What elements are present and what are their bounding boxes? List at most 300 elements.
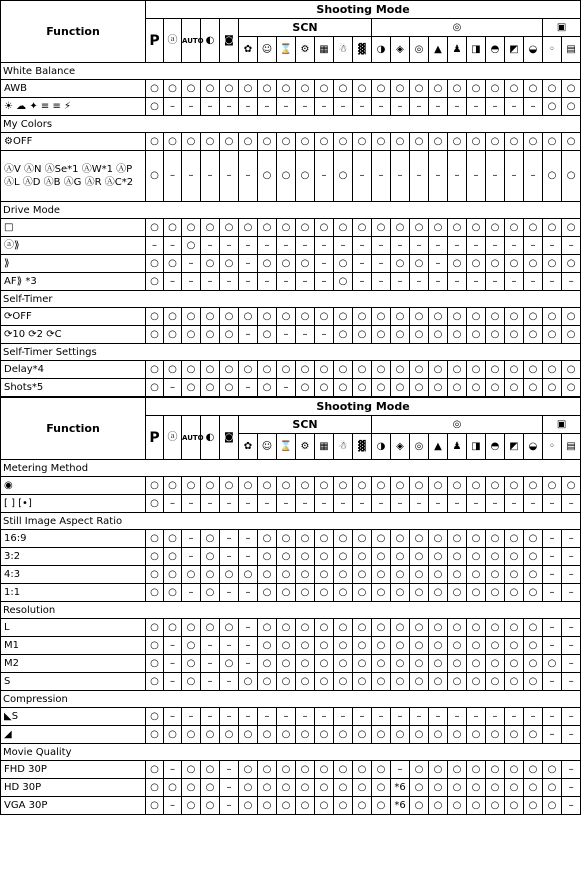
table-cell: ○: [467, 619, 486, 637]
table-cell: ○: [429, 566, 448, 584]
row-label: ⟫: [1, 255, 146, 273]
table-cell: *6: [391, 779, 410, 797]
table-cell: ○: [315, 637, 334, 655]
table-cell: ○: [391, 477, 410, 495]
table-cell: ○: [239, 477, 258, 495]
scene-icon: ▲: [429, 434, 448, 460]
row-label: 1:1: [1, 584, 146, 602]
table-cell: –: [239, 98, 258, 116]
table-cell: ○: [391, 584, 410, 602]
table-cell: ○: [448, 637, 467, 655]
table-cell: ○: [505, 655, 524, 673]
scene-icon: ◩: [505, 37, 524, 63]
section-title: Metering Method: [1, 460, 581, 477]
table-cell: –: [543, 495, 562, 513]
section-title: Movie Quality: [1, 744, 581, 761]
table-cell: –: [182, 98, 201, 116]
table-cell: ○: [353, 308, 372, 326]
row-label: ⓐ⟫: [1, 237, 146, 255]
table-cell: ○: [277, 80, 296, 98]
table-cell: –: [562, 726, 581, 744]
table-cell: –: [486, 273, 505, 291]
table-cell: ○: [524, 548, 543, 566]
table-cell: ○: [448, 219, 467, 237]
table-cell: ○: [410, 619, 429, 637]
table-cell: ○: [562, 326, 581, 344]
table-cell: ○: [182, 379, 201, 397]
table-cell: ○: [277, 361, 296, 379]
table-cell: ○: [315, 584, 334, 602]
table-cell: ○: [505, 797, 524, 815]
table-cell: –: [562, 761, 581, 779]
table-cell: ○: [448, 655, 467, 673]
table-cell: –: [486, 98, 505, 116]
table-cell: ○: [258, 530, 277, 548]
table-cell: ○: [505, 726, 524, 744]
table-cell: –: [562, 673, 581, 691]
table-cell: ○: [353, 637, 372, 655]
table-cell: –: [258, 273, 277, 291]
table-cell: ○: [146, 219, 164, 237]
table-cell: ○: [524, 361, 543, 379]
table-cell: ○: [391, 619, 410, 637]
scene-icon: ▤: [562, 37, 581, 63]
table-cell: ○: [486, 779, 505, 797]
table-cell: ○: [201, 219, 220, 237]
table-cell: –: [562, 708, 581, 726]
table-row: [1, 726, 581, 744]
scene-icon: ◦: [543, 434, 562, 460]
table-cell: –: [239, 495, 258, 513]
section-title: Resolution: [1, 602, 581, 619]
scene-icon: ◑: [372, 434, 391, 460]
mode-icon: AUTO: [182, 19, 201, 63]
table-cell: ○: [486, 379, 505, 397]
table-cell: ○: [429, 219, 448, 237]
table-cell: ○: [146, 273, 164, 291]
table-cell: –: [239, 655, 258, 673]
table-cell: ○: [315, 361, 334, 379]
table-cell: ○: [410, 326, 429, 344]
table-cell: ○: [296, 379, 315, 397]
table-cell: ○: [410, 133, 429, 151]
row-label: ⟳10 ⟳2 ⟳C: [1, 326, 146, 344]
table-cell: ○: [296, 584, 315, 602]
table-cell: –: [543, 273, 562, 291]
row-label: ⚙OFF: [1, 133, 146, 151]
table-cell: ○: [258, 779, 277, 797]
table-cell: ○: [334, 637, 353, 655]
row-label: □: [1, 219, 146, 237]
table-cell: ○: [505, 584, 524, 602]
table-cell: –: [467, 495, 486, 513]
table-cell: ○: [146, 80, 164, 98]
table-cell: –: [239, 237, 258, 255]
table-cell: –: [164, 98, 182, 116]
table-cell: ○: [164, 326, 182, 344]
table-cell: –: [315, 151, 334, 202]
table-cell: ○: [410, 637, 429, 655]
mode-icon: AUTO: [182, 416, 201, 460]
table-cell: ○: [524, 673, 543, 691]
mode-icon: ⓐ: [164, 416, 182, 460]
table-cell: ○: [201, 308, 220, 326]
table-cell: ○: [146, 495, 164, 513]
scene-icon: ◈: [391, 37, 410, 63]
table-cell: ○: [429, 530, 448, 548]
table-cell: –: [315, 237, 334, 255]
table-cell: ○: [467, 308, 486, 326]
table-row: [1, 655, 581, 673]
table-cell: ○: [315, 797, 334, 815]
table-cell: ○: [467, 80, 486, 98]
table-cell: –: [353, 708, 372, 726]
table-cell: ○: [220, 655, 239, 673]
table-cell: –: [201, 708, 220, 726]
table-cell: ○: [182, 477, 201, 495]
table-cell: ○: [372, 219, 391, 237]
table-cell: –: [182, 548, 201, 566]
table-cell: –: [220, 673, 239, 691]
table-cell: –: [315, 98, 334, 116]
table-cell: ○: [410, 308, 429, 326]
table-cell: –: [277, 98, 296, 116]
table-cell: ○: [220, 477, 239, 495]
table-row: [1, 273, 581, 291]
table-cell: ○: [182, 797, 201, 815]
table-cell: ○: [258, 133, 277, 151]
table-cell: ○: [429, 477, 448, 495]
table-cell: –: [372, 495, 391, 513]
table-row: [1, 308, 581, 326]
table-cell: ○: [372, 619, 391, 637]
table-cell: ○: [164, 726, 182, 744]
table-cell: ○: [277, 655, 296, 673]
table-cell: –: [505, 98, 524, 116]
table-row: [1, 379, 581, 397]
table-row: [1, 237, 581, 255]
table-cell: ○: [296, 151, 315, 202]
table-cell: ○: [524, 761, 543, 779]
table-cell: ○: [220, 379, 239, 397]
table-cell: –: [164, 797, 182, 815]
table-cell: ○: [353, 584, 372, 602]
table-cell: ○: [334, 619, 353, 637]
table-cell: ○: [410, 361, 429, 379]
table-cell: –: [239, 619, 258, 637]
creative-filters-icon: ◎: [372, 416, 543, 434]
table-cell: ○: [315, 133, 334, 151]
table-cell: ○: [524, 326, 543, 344]
table-cell: ○: [410, 566, 429, 584]
table-cell: ○: [334, 779, 353, 797]
table-cell: ○: [505, 219, 524, 237]
table-cell: –: [164, 637, 182, 655]
table-cell: ○: [524, 308, 543, 326]
table-cell: ○: [146, 761, 164, 779]
table-cell: ○: [391, 673, 410, 691]
movie-mode-icon: ▣: [543, 19, 581, 37]
table-cell: ○: [201, 530, 220, 548]
scene-icon: ◑: [372, 37, 391, 63]
table-cell: ○: [372, 673, 391, 691]
table-cell: –: [429, 98, 448, 116]
table-cell: ○: [467, 566, 486, 584]
table-cell: ○: [146, 530, 164, 548]
table-cell: ○: [467, 361, 486, 379]
table-cell: –: [296, 98, 315, 116]
table-cell: ○: [315, 619, 334, 637]
table-cell: ○: [410, 255, 429, 273]
table-cell: ○: [315, 308, 334, 326]
row-label: L: [1, 619, 146, 637]
table-cell: ○: [391, 379, 410, 397]
table-cell: ○: [277, 797, 296, 815]
table-cell: ○: [391, 219, 410, 237]
table-cell: ○: [543, 761, 562, 779]
table-cell: ○: [410, 726, 429, 744]
table-cell: ○: [410, 673, 429, 691]
table-cell: ○: [448, 566, 467, 584]
row-label: M1: [1, 637, 146, 655]
table-cell: –: [296, 326, 315, 344]
table-cell: ○: [220, 255, 239, 273]
table-cell: ○: [201, 797, 220, 815]
table-cell: ○: [391, 133, 410, 151]
table-cell: ○: [543, 361, 562, 379]
table-cell: –: [562, 237, 581, 255]
table-cell: ○: [296, 308, 315, 326]
table-cell: ○: [182, 655, 201, 673]
table-cell: ○: [467, 477, 486, 495]
table-cell: ○: [543, 308, 562, 326]
table-cell: ○: [296, 655, 315, 673]
table-cell: ○: [448, 361, 467, 379]
table-cell: –: [220, 98, 239, 116]
table-cell: ○: [429, 726, 448, 744]
table-cell: –: [391, 98, 410, 116]
table-row: [1, 530, 581, 548]
table-cell: ○: [277, 477, 296, 495]
table-cell: –: [239, 379, 258, 397]
table-cell: –: [467, 273, 486, 291]
table-cell: ○: [146, 477, 164, 495]
table-cell: ○: [315, 379, 334, 397]
table-cell: ○: [410, 548, 429, 566]
table-cell: –: [220, 495, 239, 513]
table-cell: ○: [410, 477, 429, 495]
table-cell: –: [448, 495, 467, 513]
table-cell: ○: [334, 584, 353, 602]
table-cell: ○: [201, 566, 220, 584]
table-cell: –: [239, 708, 258, 726]
table-cell: ○: [353, 797, 372, 815]
table-cell: ○: [182, 80, 201, 98]
table-cell: ○: [164, 584, 182, 602]
table-cell: ○: [524, 797, 543, 815]
table-cell: ○: [429, 761, 448, 779]
table-cell: –: [391, 237, 410, 255]
table-cell: ○: [334, 548, 353, 566]
table-cell: ○: [353, 80, 372, 98]
table-cell: ○: [239, 219, 258, 237]
table-cell: ○: [486, 761, 505, 779]
table-cell: ○: [220, 361, 239, 379]
table-cell: ○: [410, 584, 429, 602]
table-cell: ○: [239, 308, 258, 326]
table-cell: –: [220, 530, 239, 548]
table-cell: –: [391, 495, 410, 513]
table-cell: –: [448, 708, 467, 726]
table-cell: ○: [524, 726, 543, 744]
table-cell: ○: [220, 308, 239, 326]
table-cell: ○: [277, 726, 296, 744]
table-cell: ○: [353, 219, 372, 237]
table-cell: ○: [258, 726, 277, 744]
table-cell: ○: [372, 133, 391, 151]
table-cell: ○: [353, 133, 372, 151]
table-cell: ○: [562, 219, 581, 237]
row-label: ◣S: [1, 708, 146, 726]
table-cell: ○: [467, 326, 486, 344]
table-cell: ○: [372, 726, 391, 744]
table-cell: –: [372, 273, 391, 291]
row-label: ◢: [1, 726, 146, 744]
table-cell: ○: [448, 477, 467, 495]
table-cell: ○: [201, 761, 220, 779]
section-title: Still Image Aspect Ratio: [1, 513, 581, 530]
table-cell: ○: [296, 619, 315, 637]
table-cell: ○: [410, 530, 429, 548]
table-cell: –: [164, 237, 182, 255]
header-row-1: [1, 1, 581, 19]
scene-icon: ⌛: [277, 434, 296, 460]
table-cell: –: [486, 151, 505, 202]
table-cell: –: [486, 708, 505, 726]
table-cell: ○: [486, 637, 505, 655]
row-label: ⒶV ⒶN ⒶSe*1 ⒶW*1 ⒶP ⒶL ⒶD ⒶB ⒶG ⒶR ⒶC*2: [1, 151, 146, 202]
table-cell: ○: [164, 361, 182, 379]
table-cell: ○: [182, 761, 201, 779]
scene-icon: ◒: [524, 37, 543, 63]
mode-icon: ◙: [220, 19, 239, 63]
table-cell: ○: [146, 548, 164, 566]
table-cell: ○: [372, 548, 391, 566]
table-cell: –: [372, 237, 391, 255]
table-cell: –: [334, 237, 353, 255]
table-cell: ○: [258, 151, 277, 202]
table-cell: ○: [524, 530, 543, 548]
table-cell: ○: [372, 655, 391, 673]
row-label: [ ] [•]: [1, 495, 146, 513]
table-cell: ○: [182, 326, 201, 344]
table-cell: –: [562, 584, 581, 602]
table-cell: ○: [239, 673, 258, 691]
table-cell: ○: [277, 219, 296, 237]
table-cell: ○: [239, 80, 258, 98]
table-row: [1, 637, 581, 655]
table-cell: ○: [258, 379, 277, 397]
table-cell: –: [467, 98, 486, 116]
table-cell: ○: [146, 98, 164, 116]
table-cell: –: [334, 708, 353, 726]
table-cell: ○: [353, 726, 372, 744]
section-row: [1, 202, 581, 219]
table-cell: ○: [562, 151, 581, 202]
table-cell: ○: [258, 326, 277, 344]
table-cell: ○: [505, 761, 524, 779]
table-cell: ○: [448, 308, 467, 326]
table-cell: –: [220, 584, 239, 602]
table-cell: ○: [334, 361, 353, 379]
table-cell: –: [277, 379, 296, 397]
table-cell: ○: [277, 548, 296, 566]
table-cell: ○: [410, 80, 429, 98]
table-cell: ○: [562, 308, 581, 326]
table-cell: –: [164, 708, 182, 726]
table-cell: –: [562, 797, 581, 815]
table-cell: ○: [524, 133, 543, 151]
table-cell: ○: [146, 379, 164, 397]
table-cell: –: [562, 655, 581, 673]
table-cell: ○: [258, 477, 277, 495]
table-cell: ○: [258, 80, 277, 98]
table-cell: –: [201, 273, 220, 291]
table-cell: –: [146, 237, 164, 255]
table-cell: ○: [146, 326, 164, 344]
table-cell: ○: [296, 530, 315, 548]
table-cell: –: [391, 761, 410, 779]
table-cell: ○: [334, 761, 353, 779]
table-cell: ○: [524, 584, 543, 602]
table-cell: ○: [296, 133, 315, 151]
table-cell: ○: [391, 326, 410, 344]
table-cell: ○: [277, 637, 296, 655]
table-cell: ○: [220, 219, 239, 237]
section-row: [1, 691, 581, 708]
table-cell: ○: [258, 308, 277, 326]
table-cell: ○: [448, 797, 467, 815]
table-cell: ○: [258, 219, 277, 237]
table-cell: ○: [201, 133, 220, 151]
table-cell: ○: [315, 477, 334, 495]
table-cell: ○: [146, 726, 164, 744]
table-row: [1, 584, 581, 602]
table-cell: ○: [334, 655, 353, 673]
table-cell: –: [277, 326, 296, 344]
table-cell: ○: [296, 219, 315, 237]
table-cell: ○: [543, 779, 562, 797]
table-cell: ○: [486, 326, 505, 344]
table-cell: ○: [182, 219, 201, 237]
scene-icon: ⌛: [277, 37, 296, 63]
table-cell: ○: [239, 726, 258, 744]
table-cell: ○: [410, 779, 429, 797]
section-title: Self-Timer: [1, 291, 581, 308]
table-cell: ○: [448, 779, 467, 797]
table-cell: ○: [315, 779, 334, 797]
section-row: [1, 744, 581, 761]
row-label: M2: [1, 655, 146, 673]
table-cell: ○: [448, 673, 467, 691]
table-cell: ○: [201, 584, 220, 602]
table-cell: ○: [315, 530, 334, 548]
table-cell: ○: [372, 477, 391, 495]
table-row: [1, 761, 581, 779]
table-cell: ○: [505, 548, 524, 566]
table-cell: –: [448, 237, 467, 255]
scene-icon: ☺: [258, 37, 277, 63]
